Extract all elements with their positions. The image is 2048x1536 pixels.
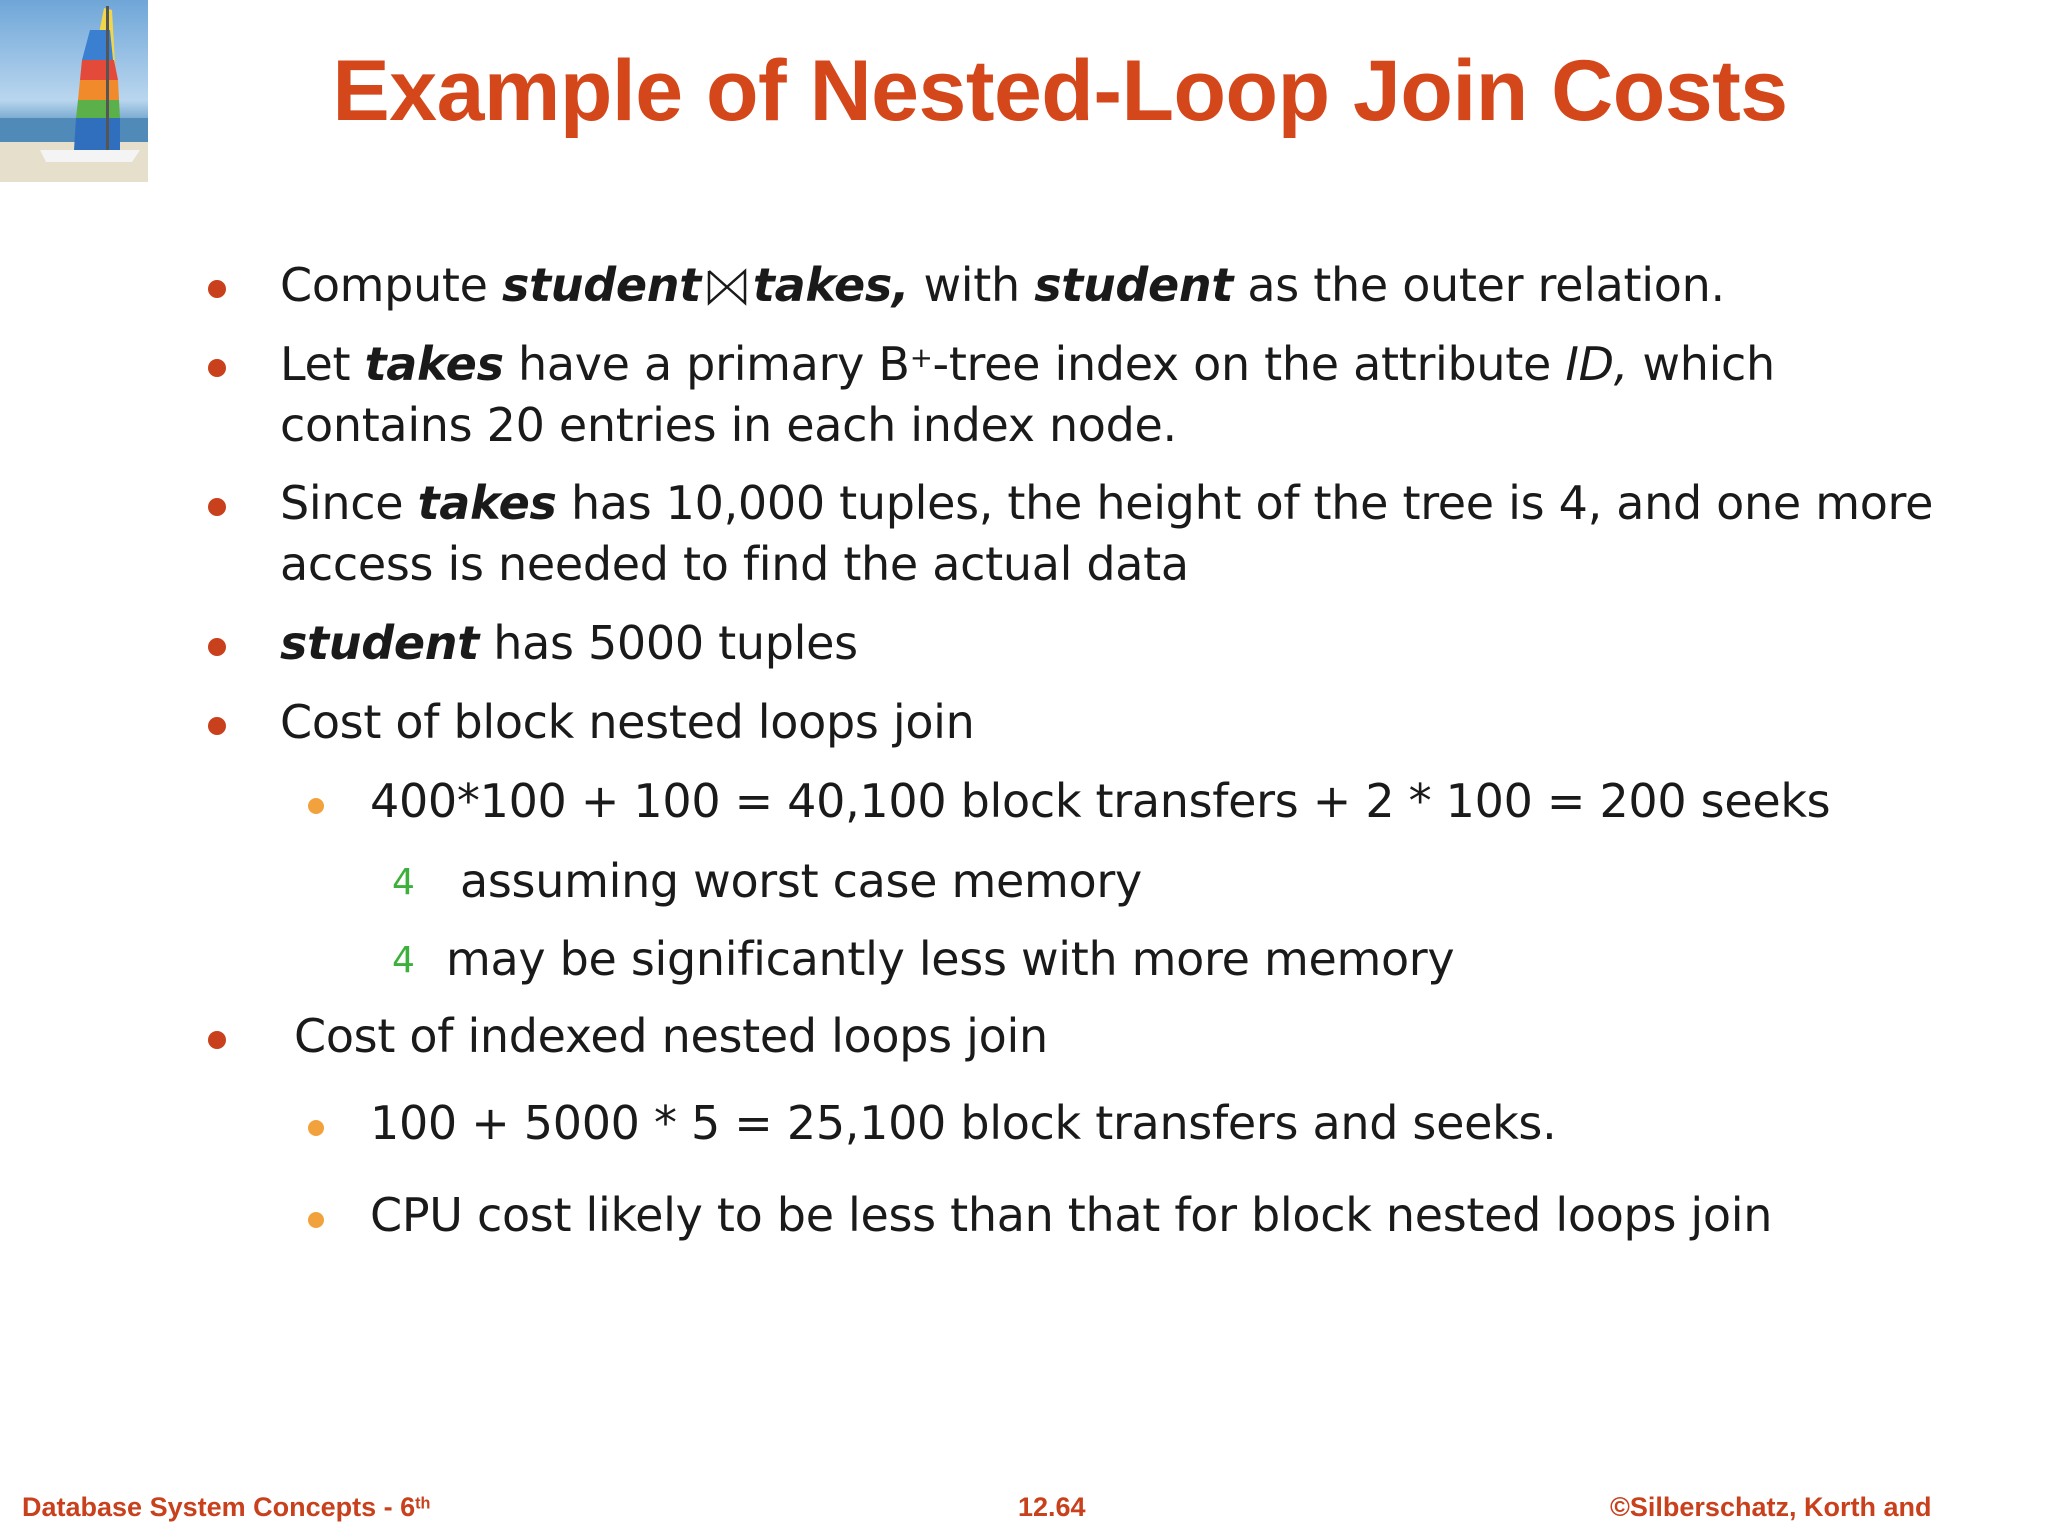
- natural-join-icon: [705, 264, 749, 304]
- relation-takes: takes: [364, 337, 504, 391]
- bullet-marker: [208, 359, 226, 377]
- bullet-btree-index: [280, 337, 1775, 391]
- text-segment: has 10,000 tuples, the height of the tree is 4, and one more: [556, 476, 1934, 530]
- bullet-marker: [208, 717, 226, 735]
- text-segment: -tree index on the attribute: [932, 337, 1566, 391]
- footer-superscript: th: [415, 1494, 431, 1513]
- bullet-tree-height-line2: access is needed to find the actual data: [280, 537, 1189, 591]
- text-segment: Compute: [280, 258, 502, 312]
- superscript-plus: +: [909, 340, 933, 374]
- text-segment: has 5000 tuples: [478, 616, 858, 670]
- footer-copyright: ©Silberschatz, Korth and: [1610, 1492, 1932, 1522]
- bullet-indexed-nested-cost: Cost of indexed nested loops join: [294, 1009, 1048, 1063]
- sub-bullet-marker: [308, 1212, 324, 1228]
- text-segment: have a primary B: [503, 337, 910, 391]
- bullet-block-nested-cost: Cost of block nested loops join: [280, 695, 975, 749]
- relation-takes: takes: [417, 476, 557, 530]
- bullet-student-tuples: [280, 616, 858, 670]
- text-segment: with: [909, 258, 1035, 312]
- subsub-bullet-worst-case: assuming worst case memory: [460, 854, 1142, 908]
- bullet-marker: [208, 498, 226, 516]
- sub-bullet-cpu-cost: CPU cost likely to be less than that for block nested loops join: [370, 1188, 1773, 1242]
- slide-title: Example of Nested-Loop Join Costs: [332, 43, 1788, 139]
- subsub-bullet-marker: 4: [392, 862, 415, 903]
- text-segment: which: [1628, 337, 1775, 391]
- sub-bullet-indexed-cost-formula: 100 + 5000 * 5 = 25,100 block transfers and seeks.: [370, 1096, 1557, 1150]
- relation-student: student: [1034, 258, 1234, 312]
- bullet-marker: [208, 1031, 226, 1049]
- attribute-id: ID,: [1565, 337, 1629, 391]
- relation-student: student: [502, 258, 701, 312]
- relation-student: student: [280, 616, 479, 670]
- bullet-compute-join: [280, 258, 1725, 312]
- sub-bullet-marker: [308, 1120, 324, 1136]
- footer-text: Database System Concepts - 6: [22, 1492, 416, 1522]
- subsub-bullet-more-memory: may be significantly less with more memory: [446, 932, 1455, 986]
- bullet-tree-height: [280, 476, 1933, 530]
- bullet-btree-index-line2: contains 20 entries in each index node.: [280, 398, 1177, 452]
- text-segment: Let: [280, 337, 365, 391]
- sub-bullet-marker: [308, 798, 324, 814]
- sub-bullet-block-cost-formula: 400*100 + 100 = 40,100 block transfers + 2 * 100 = 200 seeks: [370, 774, 1831, 828]
- footer-book-title: [22, 1492, 430, 1523]
- text-segment: Since: [280, 476, 418, 530]
- bullet-marker: [208, 638, 226, 656]
- bullet-marker: [208, 280, 226, 298]
- text-segment: as the outer relation.: [1233, 258, 1725, 312]
- relation-takes: takes,: [752, 258, 910, 312]
- subsub-bullet-marker: 4: [392, 940, 415, 981]
- footer-page-number: 12.64: [1018, 1492, 1086, 1522]
